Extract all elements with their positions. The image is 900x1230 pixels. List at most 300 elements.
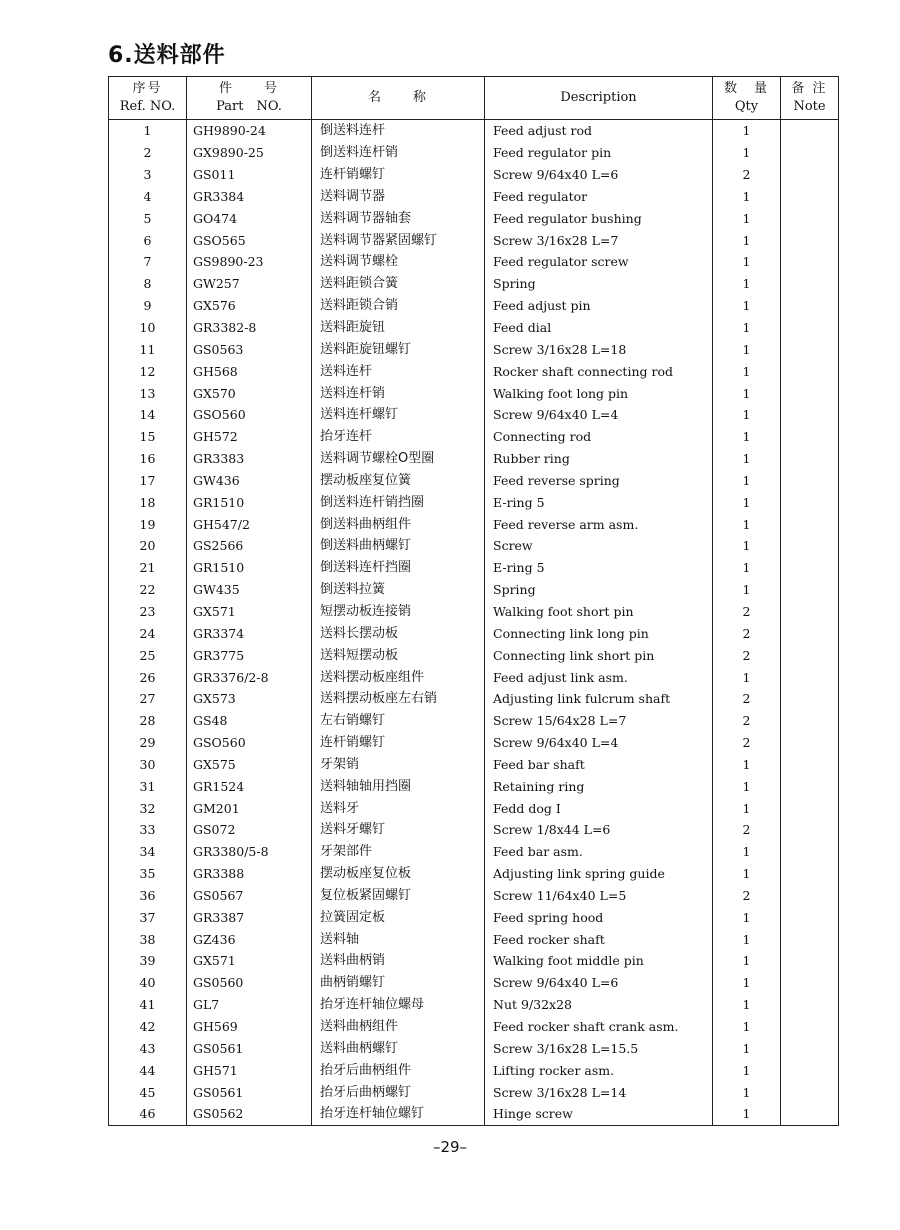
description-cell: Screw 9/64x40 L=4	[485, 404, 713, 426]
note-cell	[781, 710, 839, 732]
part-no-cell: GZ436	[187, 928, 312, 950]
note-cell	[781, 906, 839, 928]
table-row	[109, 1103, 839, 1125]
part-no-cell: GSO565	[187, 229, 312, 251]
qty-cell: 1	[713, 142, 781, 164]
qty-cell: 2	[713, 688, 781, 710]
ref-no-cell: 26	[109, 666, 187, 688]
note-cell	[781, 841, 839, 863]
description-cell: Screw 3/16x28 L=15.5	[485, 1037, 713, 1059]
note-cell	[781, 338, 839, 360]
name-cell: 送料牙螺钉	[312, 819, 485, 841]
description-cell: Feed regulator bushing	[485, 207, 713, 229]
qty-cell: 1	[713, 404, 781, 426]
table-row	[109, 994, 839, 1016]
description-cell: Connecting rod	[485, 426, 713, 448]
name-cell: 倒送料曲柄组件	[312, 513, 485, 535]
description-cell: Walking foot short pin	[485, 601, 713, 623]
ref-no-cell: 9	[109, 295, 187, 317]
note-cell	[781, 273, 839, 295]
name-cell: 连杆销螺钉	[312, 164, 485, 186]
qty-cell: 1	[713, 1059, 781, 1081]
description-cell: Screw 3/16x28 L=18	[485, 338, 713, 360]
qty-cell: 1	[713, 994, 781, 1016]
note-cell	[781, 491, 839, 513]
note-cell	[781, 1037, 839, 1059]
qty-header-en: Qty	[734, 99, 759, 114]
ref-no-cell: 4	[109, 186, 187, 208]
parts-table-header	[109, 77, 839, 120]
description-cell: Feed adjust pin	[485, 295, 713, 317]
name-cell: 送料连杆螺钉	[312, 404, 485, 426]
note-cell	[781, 622, 839, 644]
note-cell	[781, 295, 839, 317]
description-cell: Fedd dog I	[485, 797, 713, 819]
ref-no-cell: 19	[109, 513, 187, 535]
ref-no-cell: 34	[109, 841, 187, 863]
ref-no-cell: 44	[109, 1059, 187, 1081]
part-no-cell: GX575	[187, 753, 312, 775]
name-cell: 牙架部件	[312, 841, 485, 863]
note-cell	[781, 950, 839, 972]
table-row	[109, 535, 839, 557]
ref-no-header-en: Ref. NO.	[119, 99, 176, 114]
parts-table-body	[109, 120, 839, 1126]
name-cell: 送料曲柄组件	[312, 1016, 485, 1038]
table-row	[109, 513, 839, 535]
qty-cell: 1	[713, 360, 781, 382]
part-no-cell: GH572	[187, 426, 312, 448]
note-cell	[781, 251, 839, 273]
part-no-cell: GR3775	[187, 644, 312, 666]
part-no-cell: GX576	[187, 295, 312, 317]
note-cell	[781, 753, 839, 775]
part-no-header-zh: 件 号	[218, 81, 279, 96]
table-row	[109, 295, 839, 317]
note-cell	[781, 186, 839, 208]
name-cell: 连杆销螺钉	[312, 732, 485, 754]
table-row	[109, 1016, 839, 1038]
qty-cell: 1	[713, 557, 781, 579]
note-header	[781, 77, 839, 120]
part-no-cell: GR1510	[187, 491, 312, 513]
ref-no-cell: 8	[109, 273, 187, 295]
description-cell: Feed bar shaft	[485, 753, 713, 775]
qty-cell: 1	[713, 1016, 781, 1038]
description-cell: Screw 11/64x40 L=5	[485, 885, 713, 907]
qty-cell: 1	[713, 863, 781, 885]
name-cell: 摆动板座复位簧	[312, 470, 485, 492]
ref-no-cell: 15	[109, 426, 187, 448]
description-cell: Feed rocker shaft crank asm.	[485, 1016, 713, 1038]
part-no-cell: GS2566	[187, 535, 312, 557]
note-cell	[781, 819, 839, 841]
ref-no-header	[109, 77, 187, 120]
ref-no-cell: 27	[109, 688, 187, 710]
table-row	[109, 950, 839, 972]
table-row	[109, 1081, 839, 1103]
table-row	[109, 470, 839, 492]
qty-cell: 1	[713, 448, 781, 470]
qty-cell: 2	[713, 622, 781, 644]
name-cell: 送料距锁合销	[312, 295, 485, 317]
note-cell	[781, 557, 839, 579]
name-cell: 送料轴轴用挡圈	[312, 775, 485, 797]
table-row	[109, 644, 839, 666]
table-row	[109, 382, 839, 404]
note-cell	[781, 775, 839, 797]
note-cell	[781, 207, 839, 229]
table-row	[109, 601, 839, 623]
note-cell	[781, 1059, 839, 1081]
name-cell: 送料距锁合簧	[312, 273, 485, 295]
part-no-cell: GH571	[187, 1059, 312, 1081]
qty-cell: 1	[713, 470, 781, 492]
table-row	[109, 710, 839, 732]
name-cell: 倒送料曲柄螺钉	[312, 535, 485, 557]
qty-cell: 1	[713, 186, 781, 208]
table-row	[109, 557, 839, 579]
qty-cell: 1	[713, 841, 781, 863]
description-cell: Screw 3/16x28 L=7	[485, 229, 713, 251]
ref-no-cell: 3	[109, 164, 187, 186]
table-row	[109, 863, 839, 885]
name-cell: 短摆动板连接销	[312, 601, 485, 623]
qty-cell: 1	[713, 928, 781, 950]
description-cell: Rocker shaft connecting rod	[485, 360, 713, 382]
description-cell: Rubber ring	[485, 448, 713, 470]
name-cell: 送料牙	[312, 797, 485, 819]
part-no-cell: GR3388	[187, 863, 312, 885]
name-cell: 抬牙连杆轴位螺钉	[312, 1103, 485, 1125]
ref-no-cell: 10	[109, 317, 187, 339]
ref-no-cell: 22	[109, 579, 187, 601]
ref-no-cell: 24	[109, 622, 187, 644]
ref-no-cell: 12	[109, 360, 187, 382]
part-no-cell: GSO560	[187, 404, 312, 426]
ref-no-cell: 5	[109, 207, 187, 229]
ref-no-cell: 33	[109, 819, 187, 841]
table-row	[109, 841, 839, 863]
ref-no-cell: 14	[109, 404, 187, 426]
qty-cell: 1	[713, 251, 781, 273]
note-cell	[781, 579, 839, 601]
ref-no-cell: 21	[109, 557, 187, 579]
name-cell: 送料距旋钮螺钉	[312, 338, 485, 360]
description-cell: Screw 15/64x28 L=7	[485, 710, 713, 732]
note-cell	[781, 666, 839, 688]
description-cell: Retaining ring	[485, 775, 713, 797]
qty-cell: 2	[713, 819, 781, 841]
part-no-cell: GH568	[187, 360, 312, 382]
qty-cell: 1	[713, 1081, 781, 1103]
part-no-cell: GX570	[187, 382, 312, 404]
qty-cell: 1	[713, 513, 781, 535]
ref-no-cell: 23	[109, 601, 187, 623]
name-cell: 抬牙连杆轴位螺母	[312, 994, 485, 1016]
note-cell	[781, 1081, 839, 1103]
qty-cell: 1	[713, 207, 781, 229]
note-cell	[781, 994, 839, 1016]
part-no-cell: GS0563	[187, 338, 312, 360]
description-cell: Feed reverse arm asm.	[485, 513, 713, 535]
description-cell: Feed spring hood	[485, 906, 713, 928]
name-cell: 牙架销	[312, 753, 485, 775]
qty-cell: 2	[713, 710, 781, 732]
part-no-cell: GR3376/2-8	[187, 666, 312, 688]
table-row	[109, 732, 839, 754]
name-cell: 曲柄销螺钉	[312, 972, 485, 994]
part-no-cell: GS0561	[187, 1037, 312, 1059]
description-header-en: Description	[560, 90, 637, 105]
description-cell: Lifting rocker asm.	[485, 1059, 713, 1081]
qty-cell: 2	[713, 644, 781, 666]
part-no-cell: GW435	[187, 579, 312, 601]
qty-cell: 1	[713, 382, 781, 404]
ref-no-cell: 29	[109, 732, 187, 754]
ref-no-cell: 2	[109, 142, 187, 164]
table-row	[109, 164, 839, 186]
table-row	[109, 579, 839, 601]
ref-no-cell: 13	[109, 382, 187, 404]
description-cell: Screw 1/8x44 L=6	[485, 819, 713, 841]
part-no-cell: GR3380/5-8	[187, 841, 312, 863]
part-no-cell: GS48	[187, 710, 312, 732]
ref-no-cell: 37	[109, 906, 187, 928]
description-cell: Connecting link short pin	[485, 644, 713, 666]
table-row	[109, 142, 839, 164]
description-header	[485, 77, 713, 120]
note-cell	[781, 360, 839, 382]
name-header-zh: 名 称	[367, 90, 428, 105]
note-cell	[781, 797, 839, 819]
note-cell	[781, 885, 839, 907]
name-cell: 送料调节器轴套	[312, 207, 485, 229]
ref-no-cell: 20	[109, 535, 187, 557]
name-cell: 送料连杆	[312, 360, 485, 382]
name-cell: 送料曲柄销	[312, 950, 485, 972]
name-cell: 倒送料连杆	[312, 120, 485, 142]
qty-cell: 1	[713, 120, 781, 142]
table-row	[109, 404, 839, 426]
note-cell	[781, 601, 839, 623]
description-cell: Adjusting link spring guide	[485, 863, 713, 885]
part-no-cell: GR3382-8	[187, 317, 312, 339]
name-cell: 摆动板座复位板	[312, 863, 485, 885]
qty-cell: 1	[713, 950, 781, 972]
name-cell: 抬牙连杆	[312, 426, 485, 448]
note-cell	[781, 863, 839, 885]
description-cell: Screw 9/64x40 L=6	[485, 164, 713, 186]
part-no-cell: GX571	[187, 601, 312, 623]
note-cell	[781, 120, 839, 142]
parts-table	[108, 76, 839, 1126]
qty-cell: 1	[713, 1103, 781, 1125]
name-cell: 送料连杆销	[312, 382, 485, 404]
name-cell: 倒送料连杆销挡圈	[312, 491, 485, 513]
description-cell: Spring	[485, 579, 713, 601]
table-row	[109, 775, 839, 797]
note-cell	[781, 1016, 839, 1038]
part-no-cell: GS0560	[187, 972, 312, 994]
qty-cell: 1	[713, 797, 781, 819]
qty-cell: 1	[713, 579, 781, 601]
name-cell: 送料短摆动板	[312, 644, 485, 666]
part-no-cell: GR3384	[187, 186, 312, 208]
name-cell: 送料调节螺栓	[312, 251, 485, 273]
note-cell	[781, 535, 839, 557]
ref-no-cell: 45	[109, 1081, 187, 1103]
table-row	[109, 819, 839, 841]
qty-cell: 1	[713, 972, 781, 994]
table-row	[109, 491, 839, 513]
part-no-cell: GR3383	[187, 448, 312, 470]
name-cell: 送料曲柄螺钉	[312, 1037, 485, 1059]
description-cell: Spring	[485, 273, 713, 295]
table-row	[109, 1059, 839, 1081]
part-no-cell: GW436	[187, 470, 312, 492]
name-header	[312, 77, 485, 120]
part-no-cell: GW257	[187, 273, 312, 295]
name-cell: 送料轴	[312, 928, 485, 950]
table-row	[109, 797, 839, 819]
name-cell: 抬牙后曲柄螺钉	[312, 1081, 485, 1103]
qty-cell: 1	[713, 666, 781, 688]
part-no-cell: GH569	[187, 1016, 312, 1038]
table-row	[109, 251, 839, 273]
qty-cell: 2	[713, 885, 781, 907]
part-no-cell: GR1524	[187, 775, 312, 797]
table-row	[109, 229, 839, 251]
table-row	[109, 426, 839, 448]
name-cell: 送料调节螺栓O型圈	[312, 448, 485, 470]
part-no-cell: GH9890-24	[187, 120, 312, 142]
name-cell: 抬牙后曲柄组件	[312, 1059, 485, 1081]
table-row	[109, 338, 839, 360]
description-cell: Feed bar asm.	[485, 841, 713, 863]
description-cell: Feed adjust link asm.	[485, 666, 713, 688]
part-no-cell: GSO560	[187, 732, 312, 754]
note-cell	[781, 426, 839, 448]
name-cell: 复位板紧固螺钉	[312, 885, 485, 907]
table-row	[109, 120, 839, 142]
ref-no-cell: 25	[109, 644, 187, 666]
description-cell: Connecting link long pin	[485, 622, 713, 644]
qty-cell: 1	[713, 535, 781, 557]
name-cell: 倒送料拉簧	[312, 579, 485, 601]
name-cell: 送料距旋钮	[312, 317, 485, 339]
description-cell: Nut 9/32x28	[485, 994, 713, 1016]
name-cell: 送料调节器紧固螺钉	[312, 229, 485, 251]
part-no-cell: GX573	[187, 688, 312, 710]
part-no-cell: GR3374	[187, 622, 312, 644]
table-row	[109, 317, 839, 339]
ref-no-cell: 35	[109, 863, 187, 885]
note-cell	[781, 317, 839, 339]
ref-no-cell: 1	[109, 120, 187, 142]
table-row	[109, 207, 839, 229]
ref-no-cell: 40	[109, 972, 187, 994]
note-cell	[781, 928, 839, 950]
qty-cell: 1	[713, 753, 781, 775]
part-no-header	[187, 77, 312, 120]
description-cell: E-ring 5	[485, 491, 713, 513]
qty-cell: 1	[713, 295, 781, 317]
qty-cell: 2	[713, 732, 781, 754]
name-cell: 送料调节器	[312, 186, 485, 208]
description-cell: Feed dial	[485, 317, 713, 339]
name-cell: 送料摆动板座组件	[312, 666, 485, 688]
ref-no-cell: 38	[109, 928, 187, 950]
ref-no-header-zh: 序号	[132, 81, 163, 96]
description-cell: Walking foot long pin	[485, 382, 713, 404]
table-row	[109, 273, 839, 295]
part-no-cell: GX9890-25	[187, 142, 312, 164]
note-cell	[781, 732, 839, 754]
table-row	[109, 666, 839, 688]
part-no-cell: GH547/2	[187, 513, 312, 535]
note-cell	[781, 1103, 839, 1125]
part-no-cell: GS011	[187, 164, 312, 186]
qty-cell: 1	[713, 906, 781, 928]
part-no-cell: GS0561	[187, 1081, 312, 1103]
table-row	[109, 1037, 839, 1059]
part-no-cell: GR1510	[187, 557, 312, 579]
note-cell	[781, 513, 839, 535]
table-row	[109, 753, 839, 775]
table-row	[109, 186, 839, 208]
description-cell: Screw 9/64x40 L=4	[485, 732, 713, 754]
table-row	[109, 360, 839, 382]
ref-no-cell: 6	[109, 229, 187, 251]
description-cell: Feed regulator	[485, 186, 713, 208]
description-cell: Feed reverse spring	[485, 470, 713, 492]
note-cell	[781, 164, 839, 186]
part-no-cell: GM201	[187, 797, 312, 819]
ref-no-cell: 30	[109, 753, 187, 775]
note-cell	[781, 688, 839, 710]
qty-cell: 2	[713, 601, 781, 623]
qty-cell: 1	[713, 491, 781, 513]
description-cell: Screw 3/16x28 L=14	[485, 1081, 713, 1103]
name-cell: 倒送料连杆挡圈	[312, 557, 485, 579]
ref-no-cell: 46	[109, 1103, 187, 1125]
page-title: 6.送料部件	[108, 43, 226, 68]
qty-cell: 2	[713, 164, 781, 186]
ref-no-cell: 39	[109, 950, 187, 972]
qty-cell: 1	[713, 229, 781, 251]
qty-header	[713, 77, 781, 120]
table-row	[109, 906, 839, 928]
name-cell: 拉簧固定板	[312, 906, 485, 928]
qty-cell: 1	[713, 426, 781, 448]
ref-no-cell: 43	[109, 1037, 187, 1059]
note-cell	[781, 382, 839, 404]
ref-no-cell: 36	[109, 885, 187, 907]
qty-cell: 1	[713, 338, 781, 360]
part-no-cell: GS0567	[187, 885, 312, 907]
description-cell: Adjusting link fulcrum shaft	[485, 688, 713, 710]
part-no-cell: GL7	[187, 994, 312, 1016]
name-cell: 送料长摆动板	[312, 622, 485, 644]
ref-no-cell: 41	[109, 994, 187, 1016]
note-cell	[781, 448, 839, 470]
ref-no-cell: 16	[109, 448, 187, 470]
ref-no-cell: 42	[109, 1016, 187, 1038]
ref-no-cell: 7	[109, 251, 187, 273]
page-number: –29–	[432, 1138, 468, 1156]
name-cell: 送料摆动板座左右销	[312, 688, 485, 710]
